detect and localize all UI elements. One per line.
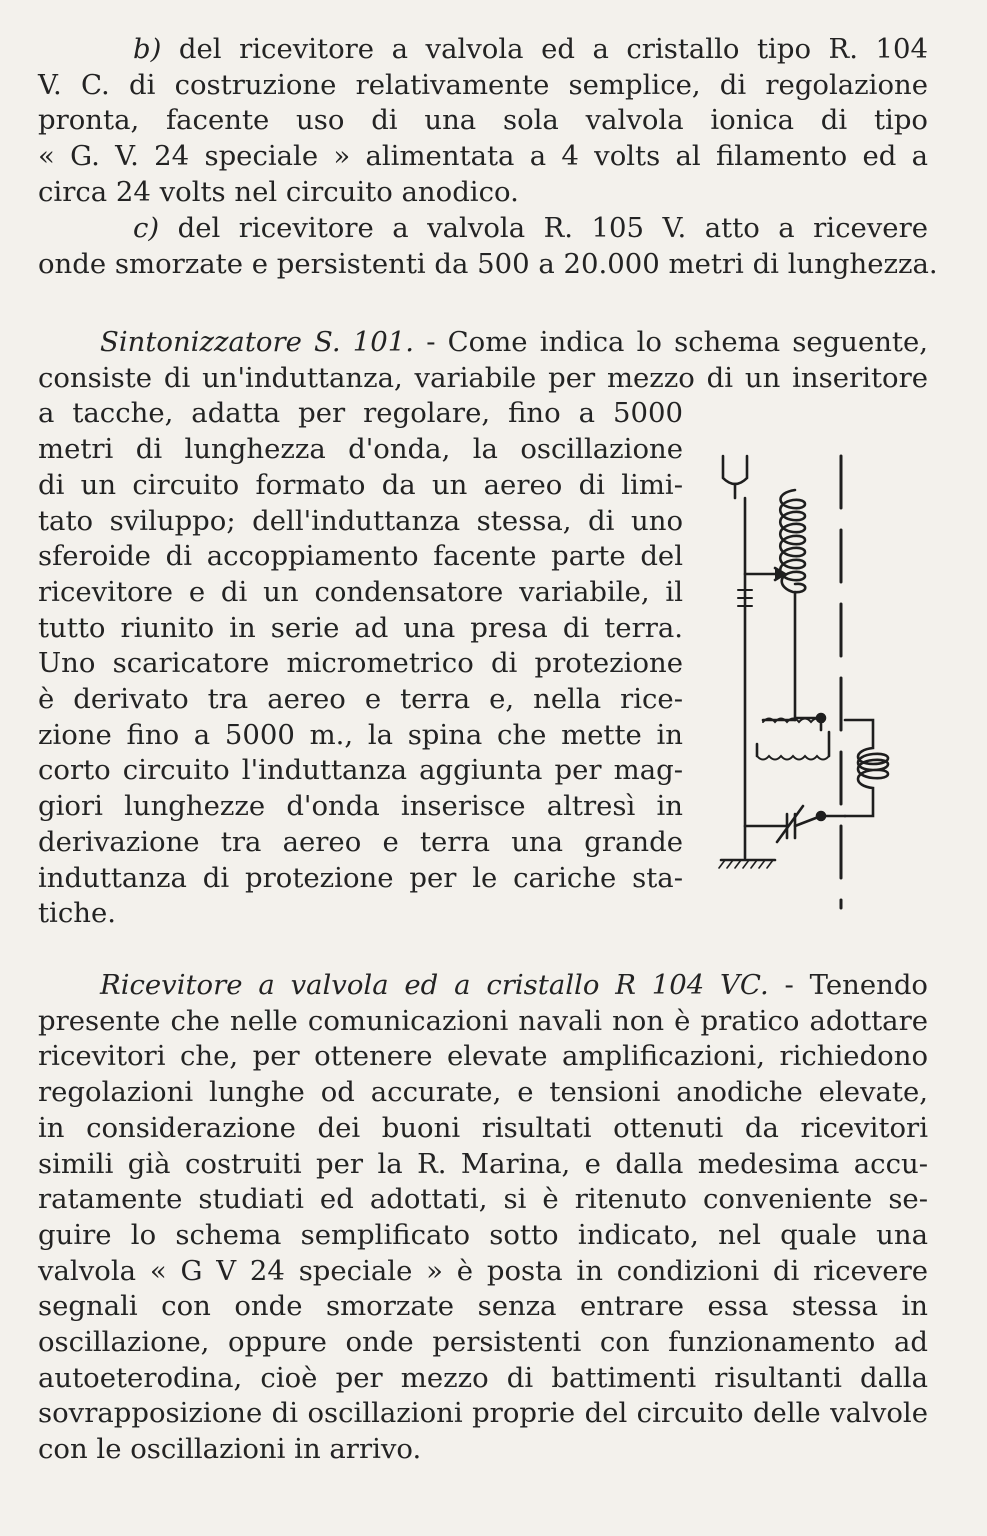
text-line: sovrapposizione di oscillazioni proprie del circuito delle valvole	[38, 1397, 928, 1430]
tuner-circuit-diagram	[705, 438, 905, 918]
tap-arrow	[745, 568, 785, 580]
text-line: zione fino a 5000 m., la spina che mette in	[38, 718, 683, 751]
text-line: sferoide di accoppiamento facente parte del	[38, 540, 683, 573]
text-line: ratamente studiati ed adottati, si è ritenuto conveniente se-	[38, 1183, 928, 1216]
text-line: valvola « G V 24 speciale » è posta in condizioni di ricevere	[38, 1254, 928, 1287]
text-line: Uno scaricatore micrometrico di protezione	[38, 647, 683, 680]
text-line: è derivato tra aereo e terra e, nella rice-	[38, 683, 683, 716]
item-label: c)	[133, 212, 160, 244]
text-line: regolazioni lunghe od accurate, e tensioni anodiche elevate,	[38, 1076, 928, 1109]
text-line: Ricevitore a valvola ed a cristallo R 104 VC. - Tenendo	[100, 969, 928, 1001]
text-line: a tacche, adatta per regolare, fino a 5000	[38, 397, 683, 430]
text-line: in considerazione dei buoni risultati ottenuti da ricevitori	[38, 1111, 928, 1144]
text-line: derivazione tra aereo e terra una grande	[38, 825, 683, 858]
text-line: corto circuito l'induttanza aggiunta per mag-	[38, 754, 683, 787]
text-line: ricevitori che, per ottenere elevate amplificazioni, richiedono	[38, 1040, 928, 1073]
text-line: di un circuito formato da un aereo di limi-	[38, 468, 683, 501]
variable-condenser	[745, 806, 821, 842]
section-heading: Sintonizzatore S. 101.	[100, 326, 415, 358]
text-line: tato sviluppo; dell'induttanza stessa, di uno	[38, 504, 683, 537]
side-inductance-coil	[845, 720, 888, 816]
text-line: « G. V. 24 speciale » alimentata a 4 volts al filamento ed a	[38, 140, 928, 173]
ground-symbol	[719, 860, 775, 868]
variable-inductor-coil	[780, 490, 805, 592]
text-line: consiste di un'induttanza, variabile per mezzo di un inseritore	[38, 361, 928, 394]
item-label: b)	[133, 33, 162, 65]
paragraph-ricevitore	[38, 968, 928, 1468]
text-line: con le oscillazioni in arrivo.	[38, 1433, 422, 1466]
text-line: simili già costruiti per la R. Marina, e dalla medesima accu-	[38, 1147, 928, 1180]
text-line: onde smorzate e persistenti da 500 a 20.000 metri di lunghezza.	[38, 247, 938, 280]
text-line: Sintonizzatore S. 101. - Come indica lo schema seguente,	[100, 326, 928, 358]
text-line: segnali con onde smorzate senza entrare essa stessa in	[38, 1290, 928, 1323]
text-line: oscillazione, oppure onde persistenti con funzionamento ad	[38, 1326, 928, 1359]
text-line: pronta, facente uso di una sola valvola ionica di tipo	[38, 104, 928, 137]
text-line: presente che nelle comunicazioni navali non è pratico adottare	[38, 1004, 928, 1037]
paragraph-c	[38, 211, 938, 282]
coupling-coil	[757, 719, 829, 760]
text-line: V. C. di costruzione relativamente semplice, di regolazione	[38, 68, 928, 101]
text-line: giori lunghezze d'onda inserisce altresì in	[38, 790, 683, 823]
text-line: ricevitore e di un condensatore variabile, il	[38, 575, 683, 608]
text-line: autoeterodina, cioè per mezzo di battimenti risultanti dalla	[38, 1361, 928, 1394]
text-line: induttanza di protezione per le cariche sta-	[38, 861, 683, 894]
text-line: tiche.	[38, 897, 116, 930]
section-heading: Ricevitore a valvola ed a cristallo R 104 VC.	[100, 969, 769, 1001]
text-line: c) del ricevitore a valvola R. 105 V. atto a ricevere	[133, 212, 928, 244]
paragraph-b	[38, 32, 928, 211]
text-line: tutto riunito in serie ad una presa di terra.	[38, 611, 683, 644]
text-line: b) del ricevitore a valvola ed a cristallo tipo R. 104	[133, 33, 928, 65]
antenna-symbol	[723, 456, 747, 498]
text-line: circa 24 volts nel circuito anodico.	[38, 175, 519, 208]
text-line: metri di lunghezza d'onda, la oscillazione	[38, 433, 683, 466]
text-line: guire lo schema semplificato sotto indicato, nel quale una	[38, 1218, 928, 1251]
